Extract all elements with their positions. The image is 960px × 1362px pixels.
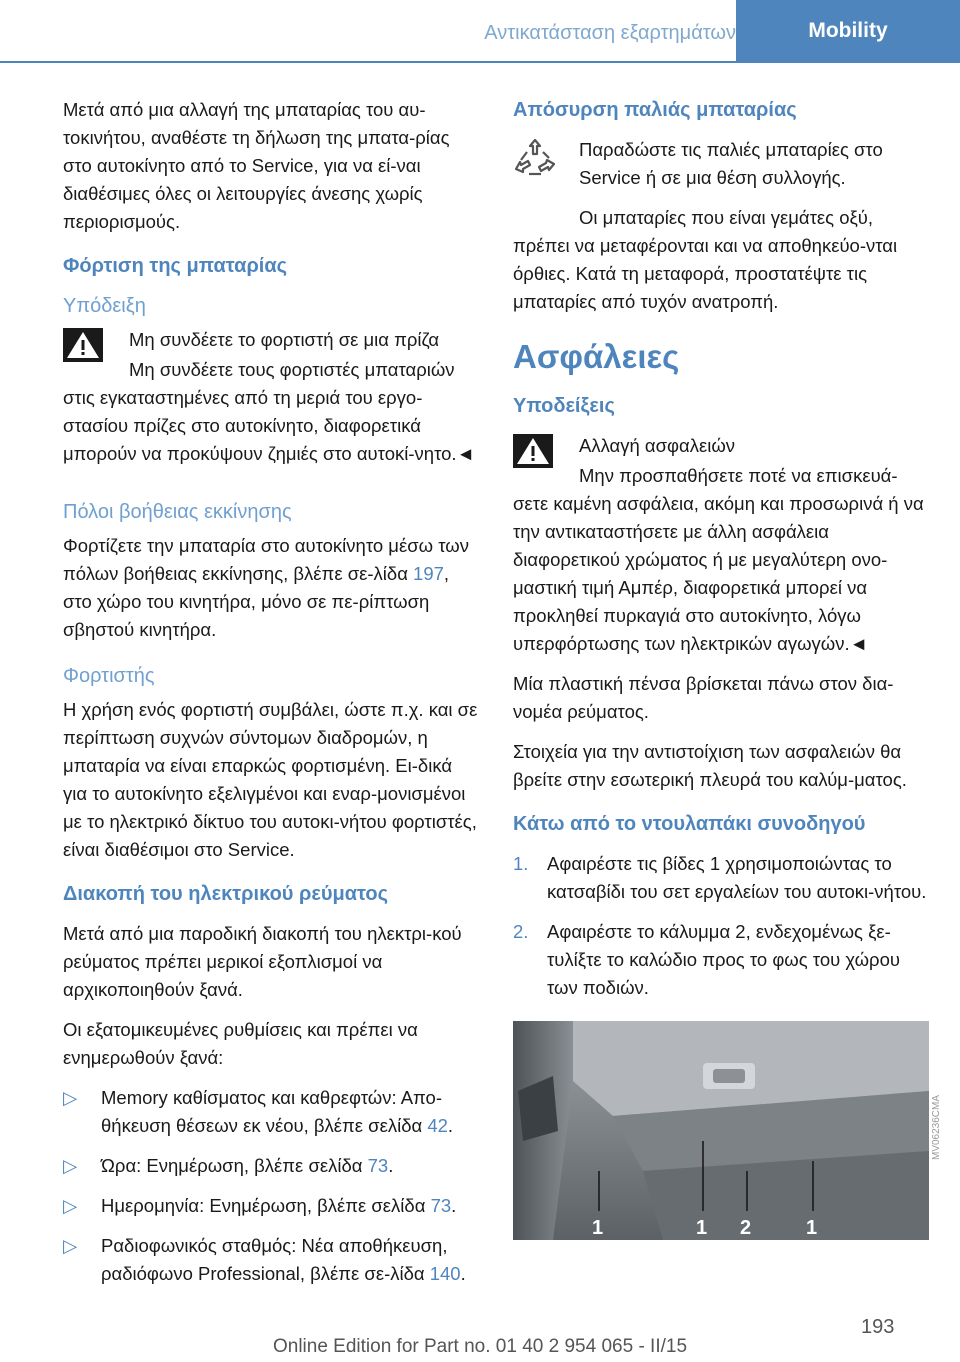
glovebox-illustration xyxy=(513,1021,929,1240)
fuse-warning-text: Μην προσπαθήσετε ποτέ να επισκευά-σετε καμένη ασφάλεια, ακόμη και προσωρινά ή να την αντικαταστήσετε με άλλη ασφάλεια διαφορετικού χρώματος ή με μεγαλύτερη ονο-μαστική τιμή Αμπέρ, διαφορετικά μπορεί να προκληθεί πυρκαγιά στο αυτοκίνητο, λόγω υπερφόρτωσης των ηλεκτρικών αγωγών.◄ xyxy=(513,465,924,654)
list-item-text: Ημερομηνία: Ενημέρωση, βλέπε σελίδα xyxy=(101,1195,431,1216)
poles-text-a: Φορτίζετε την μπαταρία στο αυτοκίνητο μέσω των πόλων βοήθειας εκκίνησης, βλέπε σε-λίδα xyxy=(63,535,469,584)
reset-settings-list xyxy=(63,1084,478,1288)
step-text: Αφαιρέστε το κάλυμμα 2, ενδεχομένως ξε-τυλίξτε το καλώδιο προς το φως του χώρου των ποδιών. xyxy=(547,921,900,998)
list-item xyxy=(63,1232,478,1288)
disposal-text-1: Παραδώστε τις παλιές μπαταρίες στο Service ή σε μια θέση συλλογής. xyxy=(579,139,883,188)
step-number: 2. xyxy=(513,921,529,942)
list-item xyxy=(63,1084,478,1140)
personal-settings-paragraph: Οι εξατομικευμένες ρυθμίσεις και πρέπει να ενημερωθούν ξανά: xyxy=(63,1019,418,1068)
page-link-42[interactable]: 42 xyxy=(427,1115,448,1136)
charger-warning-text: Μη συνδέετε τους φορτιστές μπαταριών στις εγκαταστημένες από τη μεριά του εργο-στασίου πρίζες στο αυτοκίνητο, διαφορετικά μπορούν να προκύψουν ζημιές στο αυτοκί-νητο.◄ xyxy=(63,359,475,464)
charger-paragraph: Η χρήση ενός φορτιστή συμβάλει, ώστε π.χ. και σε περίπτωση συχνών σύντομων διαδρομών, η μπαταρία να είναι επαρκώς φορτισμένη. Ει-δικά για το αυτοκίνητο εξελιγμένοι και εναρ-μονισμένοι με το ηλεκτρικό δίκτυο του αυτοκι-νήτου φορτιστές, είναι διαθέσιμοι στο Service. xyxy=(63,699,478,860)
header-tab-mobility: Mobility xyxy=(736,0,960,62)
charger-warning xyxy=(63,326,478,480)
page-link-73[interactable]: 73 xyxy=(367,1155,389,1176)
charging-heading: Φόρτιση της μπαταρίας xyxy=(63,255,288,277)
glovebox-steps xyxy=(513,850,931,1002)
list-item xyxy=(63,1152,478,1180)
warning-icon-wrap xyxy=(513,432,577,468)
fuses-heading: Ασφάλειες xyxy=(513,338,680,375)
list-item-end: . xyxy=(460,1263,466,1284)
hints-heading: Υποδείξεις xyxy=(513,395,615,417)
list-item xyxy=(63,1192,478,1220)
poles-text-b: , στο χώρο του κινητήρα, μόνο σε πε-ρίπτωση σβηστού κινητήρα. xyxy=(63,563,450,640)
step-number: 1. xyxy=(513,853,529,874)
list-item-end: . xyxy=(447,1115,454,1136)
photo-label-screw: 1 xyxy=(592,1217,604,1239)
poles-heading: Πόλοι βοήθειας εκκίνησης xyxy=(63,501,292,523)
warning-icon-wrap xyxy=(63,326,127,362)
poles-paragraph xyxy=(63,532,478,644)
fuse-warning xyxy=(513,432,931,670)
photo-label-screw: 1 xyxy=(806,1217,818,1239)
list-item-text: Ραδιοφωνικός σταθμός: Νέα αποθήκευση, ραδιόφωνο Professional, βλέπε σε-λίδα xyxy=(101,1235,448,1284)
interrupt-heading: Διακοπή του ηλεκτρικού ρεύματος xyxy=(63,883,389,905)
recycle-icon-wrap xyxy=(513,136,577,182)
glovebox-heading: Κάτω από το ντουλαπάκι συνοδηγού xyxy=(513,813,866,835)
fuse-warning-title: Αλλαγή ασφαλειών xyxy=(579,435,736,456)
intro-paragraph: Μετά από μια αλλαγή της μπαταρίας του αυ-τοκινήτου, αναθέστε τη δήλωση της μπατα-ρίας στο αυτοκίνητο από το Service, για να εί-ναι διαθέσιμες όλες οι λειτουργίες άνεσης χωρίς περιορισμούς. xyxy=(63,99,450,232)
left-column xyxy=(63,96,478,1300)
step-text: Αφαιρέστε τις βίδες 1 χρησιμοποιώντας το κατσαβίδι του σετ εργαλείων του αυτοκι-νήτου. xyxy=(547,853,927,902)
triangle-bullet-icon: ▷ xyxy=(63,1087,78,1108)
recycle-icon xyxy=(513,138,557,182)
photo-label-cover: 2 xyxy=(740,1217,752,1239)
photo-code: MV06236CMA xyxy=(931,1094,942,1160)
disposal-heading: Απόσυρση παλιάς μπαταρίας xyxy=(513,99,797,121)
list-item xyxy=(513,918,931,1002)
page-link-197[interactable]: 197 xyxy=(413,563,444,584)
right-column xyxy=(513,96,931,1014)
page-number: 193 xyxy=(861,1316,895,1338)
list-item-text: Memory καθίσματος και καθρεφτών: Απο-θήκευση θέσεων εκ νέου, βλέπε σελίδα xyxy=(101,1087,443,1136)
disposal-text-2: Οι μπαταρίες που είναι γεμάτες οξύ, πρέπει να μεταφέρονται και να αποθηκεύο-νται όρθιες. Κατά τη μεταφορά, προστατέψτε τις μπαταρίες από τυχόν ανατροπή. xyxy=(513,207,898,312)
assignment-paragraph: Στοιχεία για την αντιστοίχιση των ασφαλειών θα βρείτε στην εσωτερική πλευρά του καλύμ-ματος. xyxy=(513,741,907,790)
list-item xyxy=(513,850,931,906)
header-section-title: Αντικατάσταση εξαρτημάτων xyxy=(484,22,736,44)
interrupt-paragraph: Μετά από μια παροδική διακοπή του ηλεκτρι-κού ρεύματος πρέπει μερικοί εξοπλισμοί να αρχικοποιηθούν ξανά. xyxy=(63,923,462,1000)
tweezers-paragraph: Μία πλαστική πένσα βρίσκεται πάνω στον δια-νομέα ρεύματος. xyxy=(513,673,894,722)
triangle-bullet-icon: ▷ xyxy=(63,1155,78,1176)
warning-icon xyxy=(63,328,103,362)
page-link-73[interactable]: 73 xyxy=(430,1195,452,1216)
footer-edition: Online Edition for Part no. 01 40 2 954 065 - II/15 xyxy=(272,1336,688,1357)
list-item-text: Ώρα: Ενημέρωση, βλέπε σελίδα xyxy=(101,1155,368,1176)
charger-warning-title: Μη συνδέετε το φορτιστή σε μια πρίζα xyxy=(129,329,440,350)
list-item-end: . xyxy=(451,1195,457,1216)
header-divider xyxy=(0,61,960,63)
charger-heading: Φορτιστής xyxy=(63,665,155,687)
triangle-bullet-icon: ▷ xyxy=(63,1195,78,1216)
glovebox-photo xyxy=(513,1021,929,1240)
disposal-block xyxy=(513,136,931,204)
warning-icon xyxy=(513,434,553,468)
list-item-end: . xyxy=(388,1155,394,1176)
photo-label-screw: 1 xyxy=(696,1217,708,1239)
triangle-bullet-icon: ▷ xyxy=(63,1235,78,1256)
hint-heading: Υπόδειξη xyxy=(63,295,146,317)
page-link-140[interactable]: 140 xyxy=(429,1263,461,1284)
